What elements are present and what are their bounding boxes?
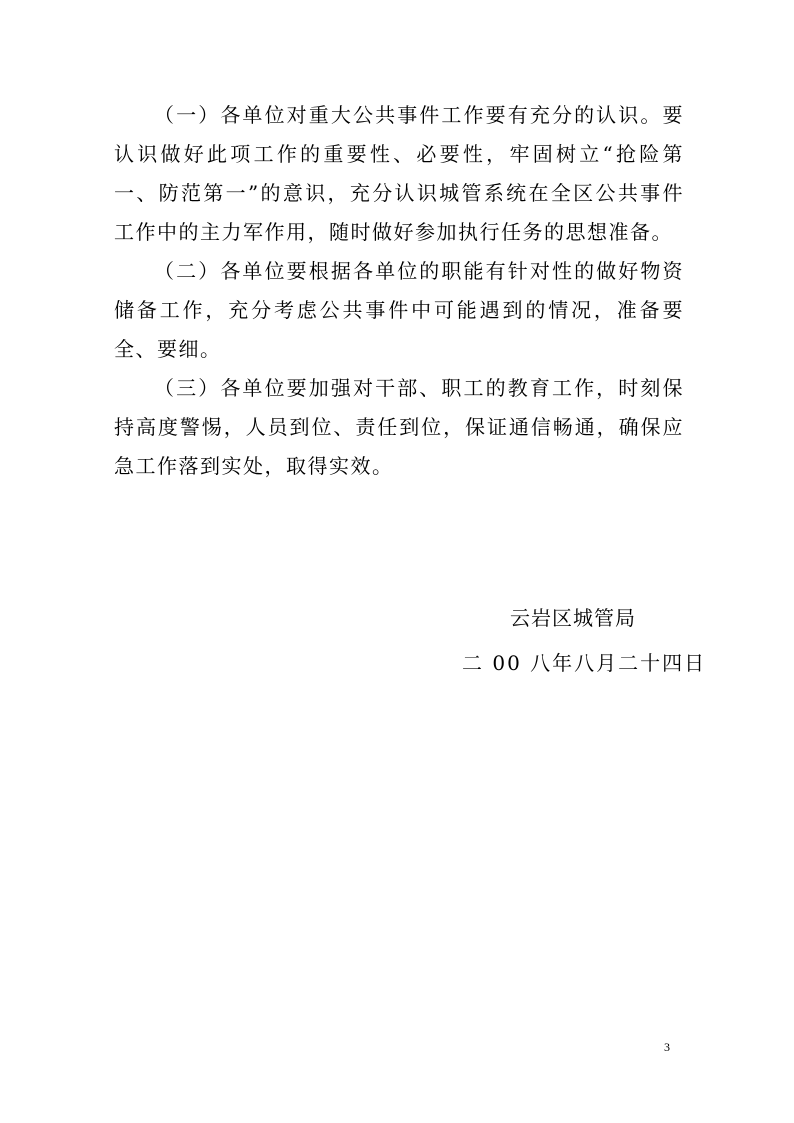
body-text (114, 96, 684, 486)
paragraph-3: （三）各单位要加强对干部、职工的教育工作，时刻保持高度警惕，人员到位、责任到位，保证通信畅通，确保应急工作落到实处，取得实效。 (114, 376, 684, 478)
signature-date: 二 00 八年八月二十四日 (462, 651, 707, 675)
page-number: 3 (664, 1040, 670, 1054)
paragraph-2: （二）各单位要根据各单位的职能有针对性的做好物资储备工作，充分考虑公共事件中可能遇到的情况，准备要全、要细。 (114, 259, 684, 361)
paragraph-1: （一）各单位对重大公共事件工作要有充分的认识。要认识做好此项工作的重要性、必要性，牢固树立“抢险第一、防范第一”的意识，充分认识城管系统在全区公共事件工作中的主力军作用，随时做好参加执行任务的思想准备。 (114, 103, 684, 244)
signature-organization: 云岩区城管局 (510, 606, 636, 630)
